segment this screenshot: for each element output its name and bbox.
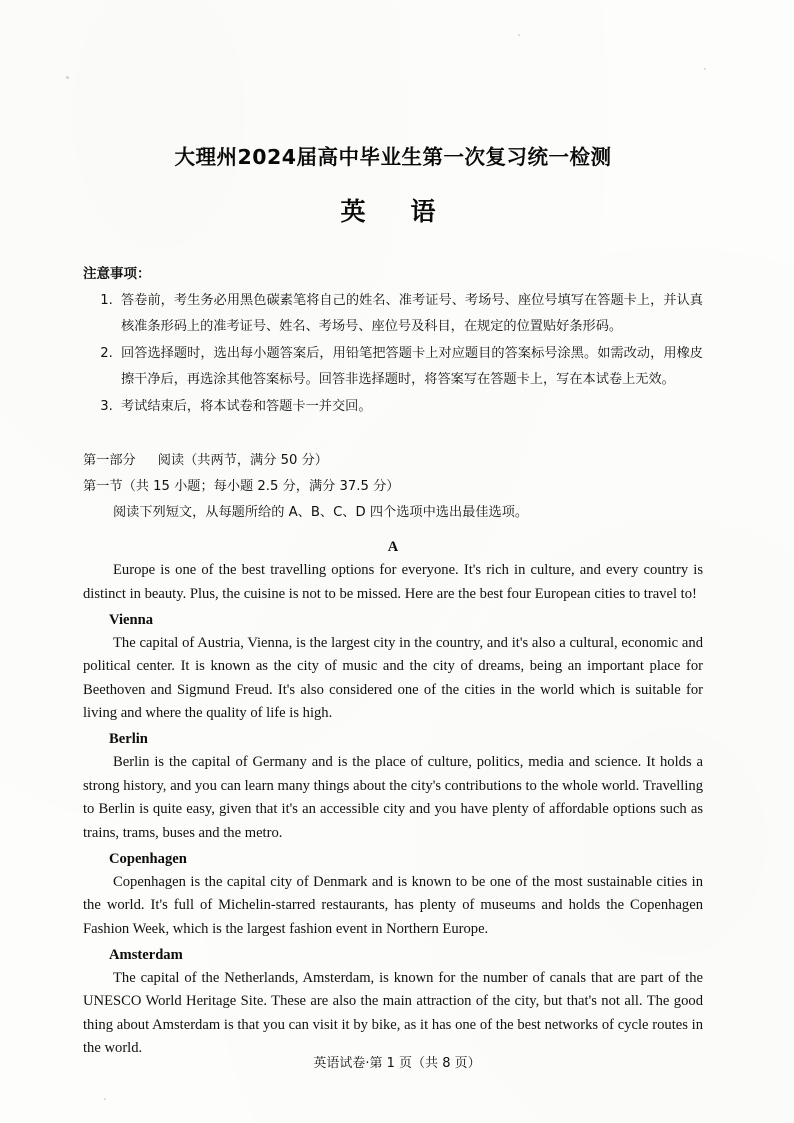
scan-speck bbox=[66, 76, 69, 79]
notice-list bbox=[83, 288, 703, 420]
part-one-label: 第一部分 bbox=[83, 453, 136, 469]
subject-title: 英 语 bbox=[340, 197, 446, 226]
passage-subheading-vienna: Vienna bbox=[109, 611, 154, 628]
passage-label: A bbox=[387, 539, 399, 556]
part-one-heading bbox=[83, 448, 703, 474]
passage-subheading-amsterdam: Amsterdam bbox=[109, 946, 183, 963]
passage-paragraph-vienna: The capital of Austria, Vienna, is the largest city in the country, and it's also a cultural, economic and political center. It is known as the city of music and the city of dreams, being an important place for Beethoven and Sigmund Freud. It's also considered one of the cities in the world which is suitable for living and where the quality of life is high. bbox=[83, 634, 703, 722]
section-one-heading bbox=[83, 474, 703, 500]
notice-heading: 注意事项： bbox=[83, 266, 151, 282]
passage-paragraph-copenhagen: Copenhagen is the capital city of Denmark and is known to be one of the most sustainable cities in the world. It's full of Michelin-starred restaurants, has plenty of museums and holds the Copenhagen Fashion Week, which is the largest fashion event in Northern Europe. bbox=[83, 873, 703, 937]
passage-intro-paragraph: Europe is one of the best travelling options for everyone. It's rich in culture, and every country is distinct in beauty. Plus, the cuisine is not to be missed. Here are the best four European cities to travel to! bbox=[83, 562, 703, 602]
passage-paragraph-berlin: Berlin is the capital of Germany and is the place of culture, politics, media and science. It holds a strong history, and you can learn many things about the city's contributions to the whole world. Travelling to Berlin is quite easy, given that it's an accessible city and you have plenty of affordable options such as trains, trams, buses and the metro. bbox=[83, 754, 703, 841]
notice-item: 2. 回答选择题时，选出每小题答案后，用铅笔把答题卡上对应题目的答案标号涂黑。如需改动，用橡皮擦干净后，再选涂其他答案标号。回答非选择题时，将答案写在答题卡上，写在本试卷上无效。 bbox=[117, 341, 703, 394]
passage-subheading-copenhagen: Copenhagen bbox=[109, 850, 187, 867]
notice-item: 1. 答卷前，考生务必用黑色碳素笔将自己的姓名、准考证号、考场号、座位号填写在答题卡上，并认真核准条形码上的准考证号、姓名、考场号、座位号及科目，在规定的位置贴好条形码。 bbox=[117, 288, 703, 341]
passage-paragraph-amsterdam: The capital of the Netherlands, Amsterdam, is known for the number of canals that are part of the UNESCO World Heritage Site. These are also the main attraction of the city, but that's not all. The good thing about Amsterdam is that you can visit it by bike, as it has one of the best networks of cycle routes in the world. bbox=[83, 969, 703, 1057]
scan-speck bbox=[104, 1098, 106, 1100]
notice-item: 3. 考试结束后，将本试卷和答题卡一并交回。 bbox=[117, 394, 703, 420]
section-one-description: （共 15 小题；每小题 2.5 分，满分 37.5 分） bbox=[122, 478, 400, 494]
section-one-label: 第一节 bbox=[83, 478, 123, 494]
document-body bbox=[83, 0, 703, 1061]
scan-speck bbox=[704, 68, 706, 70]
page-title: 大理州2024届高中毕业生第一次复习统一检测 bbox=[174, 145, 612, 169]
passage-subheading-berlin: Berlin bbox=[109, 731, 148, 748]
page-footer: 英语试卷·第 1 页（共 8 页） bbox=[313, 1056, 481, 1071]
part-one-description: 阅读（共两节，满分 50 分） bbox=[157, 453, 328, 469]
section-one-instruction: 阅读下列短文，从每题所给的 A、B、C、D 四个选项中选出最佳选项。 bbox=[113, 504, 529, 520]
